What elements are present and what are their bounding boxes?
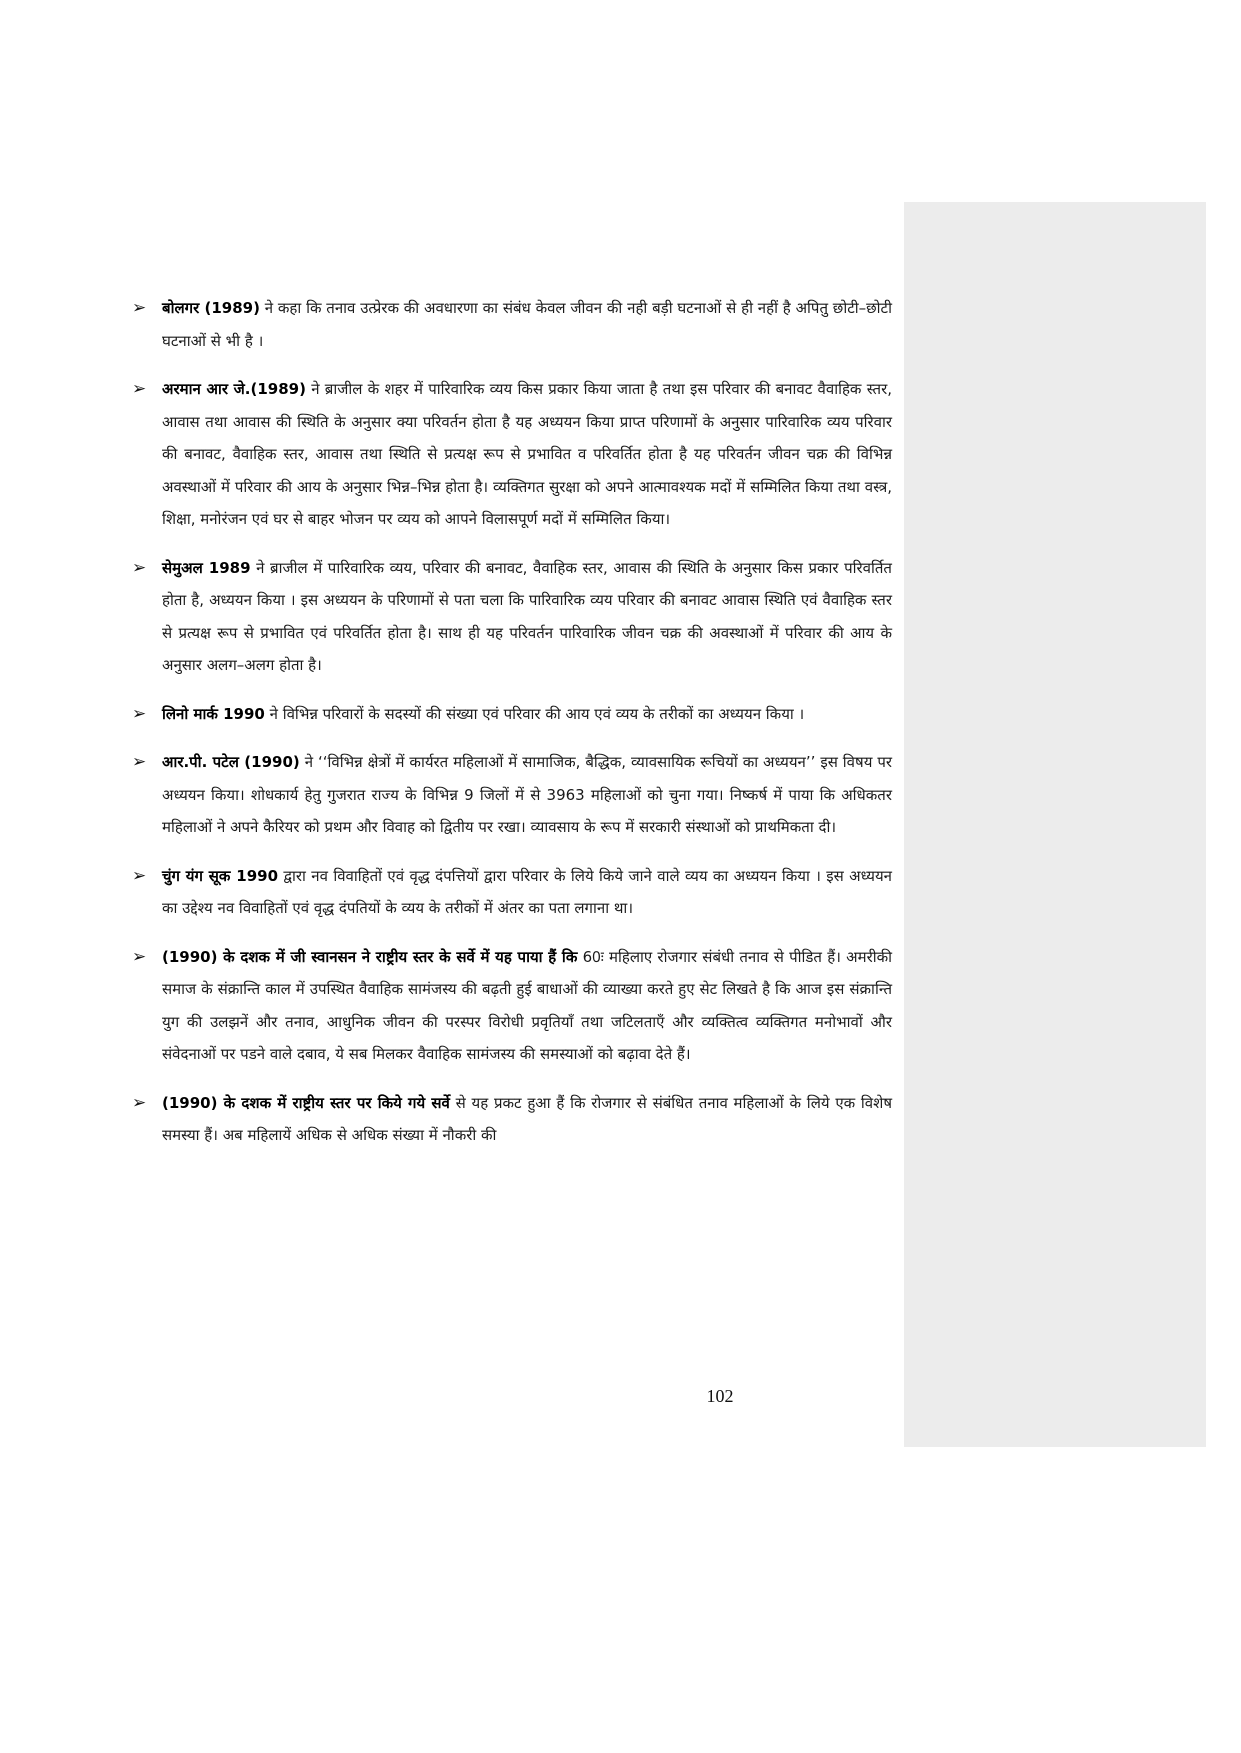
comment-margin-pane <box>904 202 1206 1447</box>
entry-text: ने ब्राजील में पारिवारिक व्यय, परिवार की बनावट, वैवाहिक स्तर, आवास की स्थिति के अनुसार किस प्रकार परिवर्तित होता है, अध्ययन किया । इस अध्ययन के परिणामों से पता चला कि पारिवारिक व्यय परिवार की बनावट आवास स्थिति एवं वैवाहिक स्तर से प्रत्यक्ष रूप से प्रभावित एवं परिवर्तित होता है। साथ ही यह परिवर्तन पारिवारिक जीवन चक्र की अवस्थाओं में परिवार की आय के अनुसार अलग–अलग होता है। <box>162 558 892 674</box>
entry-lead: आर.पी. पटेल (1990) <box>162 753 300 771</box>
entry-text: द्वारा नव विवाहितों एवं वृद्ध दंपत्तियों द्वारा परिवार के लिये किये जाने वाले व्यय का अध्ययन किया । इस अध्ययन का उद्देश्य नव विवाहितों एवं वृद्ध दंपतियों के व्यय के तरीकों में अंतर का पता लगाना था। <box>162 866 892 917</box>
entry-lead: अरमान आर जे.(1989) <box>162 380 306 398</box>
arrow-bullet-icon: ➢ <box>132 865 147 886</box>
arrow-bullet-icon: ➢ <box>132 752 147 772</box>
arrow-bullet-icon: ➢ <box>132 1092 147 1113</box>
entry-lead: (1990) के दशक में राष्ट्रीय स्तर पर किये गये सर्वे <box>162 1093 450 1112</box>
arrow-bullet-icon: ➢ <box>132 557 147 578</box>
document-body <box>132 292 892 1168</box>
arrow-bullet-icon: ➢ <box>132 703 147 724</box>
literature-entry-national-survey <box>132 1087 892 1152</box>
entry-text: ने कहा कि तनाव उत्प्रेरक की अवधारणा का संबंध केवल जीवन की नही बड़ी घटनाओं से ही नहीं है अपितु छोटी–छोटी घटनाओं से भी है । <box>162 299 892 350</box>
arrow-bullet-icon: ➢ <box>132 298 147 318</box>
entry-lead: बोलगर (1989) <box>162 299 260 317</box>
literature-entry-arman <box>132 373 892 536</box>
entry-text: से यह प्रकट हुआ हैं कि रोजगार से संबंधित तनाव महिलाओं के लिये एक विशेष समस्या हैं। अब महिलायें अधिक से अधिक संख्या में नौकरी की <box>162 1093 892 1144</box>
entry-lead: सेमुअल 1989 <box>162 558 251 577</box>
literature-entry-chung <box>132 860 892 925</box>
arrow-bullet-icon: ➢ <box>132 379 147 399</box>
page-number: 102 <box>706 1386 734 1406</box>
arrow-bullet-icon: ➢ <box>132 946 147 967</box>
entry-text: ने ब्राजील के शहर में पारिवारिक व्यय किस प्रकार किया जाता है तथा इस परिवार की बनावट वैवाहिक स्तर, आवास तथा आवास की स्थिति के अनुसार क्या परिवर्तन होता है यह अध्ययन किया प्राप्त परिणामों के अनुसार पारिवारिक व्यय परिवार की बनावट, वैवाहिक स्तर, आवास तथा स्थिति से प्रत्यक्ष रूप से प्रभावित व परिवर्तित होता है यह परिवर्तन जीवन चक्र की विभिन्न अवस्थाओं में परिवार की आय के अनुसार भिन्न–भिन्न होता है। व्यक्तिगत सुरक्षा को अपने आत्मावश्यक मदों में सम्मिलित किया तथा वस्त्र, शिक्षा, मनोरंजन एवं घर से बाहर भोजन पर व्यय को आपने विलासपूर्ण मदों में सम्मिलित किया। <box>162 380 892 528</box>
literature-entry-bolgar <box>132 292 892 357</box>
literature-entry-patel <box>132 746 892 844</box>
literature-entry-lino-mark <box>132 698 892 731</box>
entry-lead: लिनो मार्क 1990 <box>162 704 265 723</box>
entry-lead: चुंग यंग सूक 1990 <box>162 866 279 885</box>
entry-lead: (1990) के दशक में जी स्वानसन ने राष्ट्रीय स्तर के सर्वे में यह पाया हैं कि <box>162 947 578 966</box>
entry-text: ने ‘‘विभिन्न क्षेत्रों में कार्यरत महिलाओं में सामाजिक, बैद्धिक, व्यावसायिक रूचियों का अध्ययन’’ इस विषय पर अध्ययन किया। शोधकार्य हेतु गुजरात राज्य के विभिन्न 9 जिलों में से 3963 महिलाओं को चुना गया। निष्कर्ष में पाया कि अधिकतर महिलाओं ने अपने कैरियर को प्रथम और विवाह को द्वितीय पर रखा। व्यावसाय के रूप में सरकारी संस्थाओं को प्राथमिकता दी। <box>162 753 892 836</box>
literature-entry-samuel <box>132 552 892 682</box>
literature-entry-swanson <box>132 941 892 1071</box>
entry-text: 60ः महिलाए रोजगार संबंधी तनाव से पीडित हैं। अमरीकी समाज के संक्रान्ति काल में उपस्थित वैवाहिक सामंजस्य की बढ़ती हुई बाधाओं की व्याख्या करते हुए सेट लिखते है कि आज इस संक्रान्ति युग की उलझनें और तनाव, आधुनिक जीवन की परस्पर विरोधी प्रवृतियाँ तथा जटिलताएँ और व्यक्तित्व व्यक्तिगत मनोभावों और संवेदनाओं पर पडने वाले दबाव, ये सब मिलकर वैवाहिक सामंजस्य की समस्याओं को बढ़ावा देते हैं। <box>162 947 892 1063</box>
entry-text: ने विभिन्न परिवारों के सदस्यों की संख्या एवं परिवार की आय एवं व्यय के तरीकों का अध्ययन किया । <box>264 704 805 723</box>
